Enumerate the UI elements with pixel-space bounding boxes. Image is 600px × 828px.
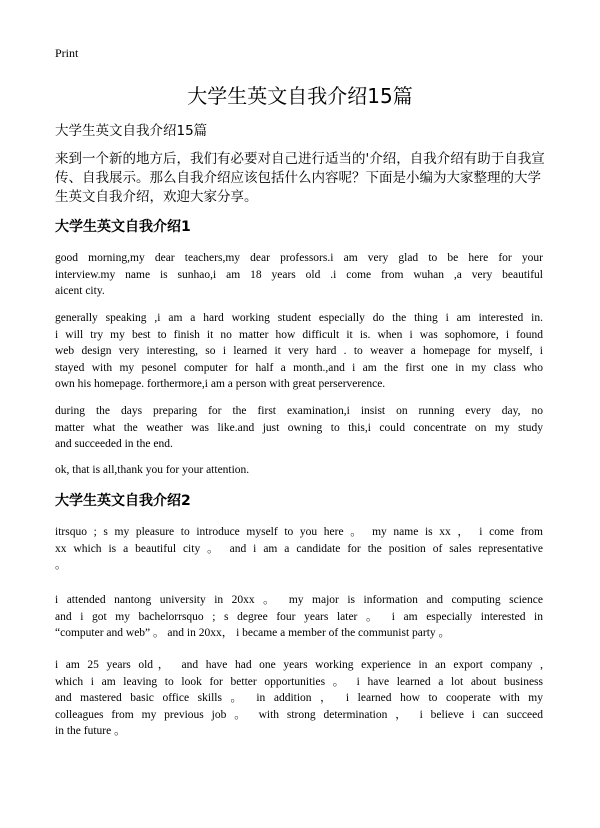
section-1-paragraph-4 xyxy=(55,462,543,479)
text-line: good morning,my dear teachers,my dear professors.i am very glad to be here for your xyxy=(55,252,543,264)
section-1-paragraph-3 xyxy=(55,403,543,453)
text-line: own his homepage. forthermore,i am a person with great perserverence. xyxy=(55,378,386,390)
text-line: generally speaking ,i am a hard working student especially do the thing i am interested in. xyxy=(55,312,543,324)
text-line: and mastered basic office skills 。 in addition ， i learned how to cooperate with my xyxy=(55,692,543,704)
text-line: which i am leaving to look for better opportunities 。 i have learned a lot about business xyxy=(55,675,543,688)
text-line: stayed with my pesonel computer for half a month.,and i am the first one in my class who xyxy=(55,361,543,374)
text-line: matter what the weather was like.and just owning to this,i could concentrate on my study xyxy=(55,421,543,434)
text-line: interview.my name is sunhao,i am 18 years old .i come from wuhan ,a very beautiful xyxy=(55,268,543,281)
print-link[interactable]: Print xyxy=(55,46,79,60)
document-subtitle: 大学生英文自我介绍15篇 xyxy=(55,123,208,139)
section-2-paragraph-3 xyxy=(55,657,543,740)
section-2-paragraph-2 xyxy=(55,592,543,642)
text-line: web design very interesting, so i learned it very hard . to weaver a homepage for myself, i xyxy=(55,345,543,357)
text-line: and succeeded in the end. xyxy=(55,438,173,450)
text-line: “computer and web” 。 and in 20xx， i became a member of the communist party 。 xyxy=(55,627,451,639)
text-line: itrsquo ; s my pleasure to introduce myself to you here 。 my name is xx ， i come from xyxy=(55,526,543,538)
text-line: ok, that is all,thank you for your attention. xyxy=(55,464,250,476)
text-line: 。 xyxy=(55,559,67,571)
text-line: i am 25 years old， and have had one years working experience in an export company , xyxy=(55,659,543,671)
intro-paragraph: 来到一个新的地方后，我们有必要对自己进行适当的'介绍，自我介绍有助于自我宣传、自我展示。那么自我介绍应该包括什么内容呢？下面是小编为大家整理的大学生英文自我介绍，欢迎大家分享。 xyxy=(55,151,545,205)
text-line: in the future 。 xyxy=(55,725,126,737)
section-heading-2: 大学生英文自我介绍2 xyxy=(55,493,191,509)
text-line: xx which is a beautiful city 。 and i am a candidate for the position of sales representative xyxy=(55,542,543,555)
page-title: 大学生英文自我介绍15篇 xyxy=(187,84,413,108)
text-line: colleagues from my previous job 。 with strong determination ， i believe i can succeed xyxy=(55,708,543,721)
section-2-paragraph-1 xyxy=(55,524,543,574)
text-line: during the days preparing for the first examination,i insist on running every day, no xyxy=(55,405,543,417)
text-line: and i got my bachelorrsquo ; s degree four years later 。 i am especially interested in xyxy=(55,610,543,623)
text-line: aicent city. xyxy=(55,285,105,297)
section-heading-1: 大学生英文自我介绍1 xyxy=(55,219,191,235)
section-1-paragraph-1 xyxy=(55,250,543,300)
text-line: i attended nantong university in 20xx 。 my major is information and computing science xyxy=(55,594,543,606)
section-1-paragraph-2 xyxy=(55,310,543,393)
text-line: i will try my best to finish it no matter how difficult it is. when i was sophomore, i found xyxy=(55,328,543,341)
